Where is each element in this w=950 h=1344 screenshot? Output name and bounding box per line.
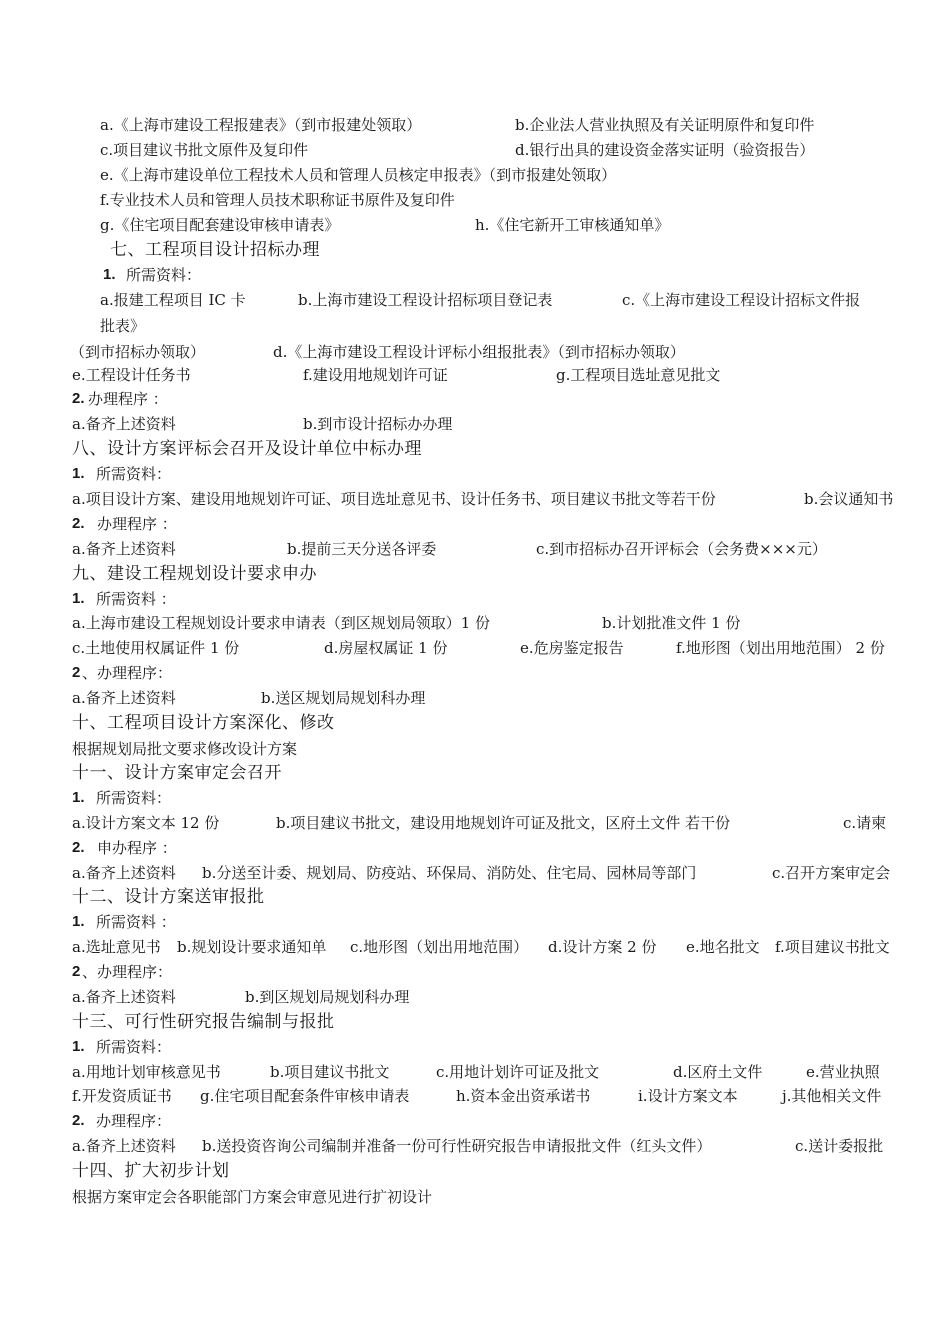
top-item-e: e.《上海市建设单位工程技术人员和管理人员核定申报表》（到市报建处领取） — [100, 166, 617, 184]
top-item-h: h.《住宅新开工审核通知单》 — [475, 216, 670, 234]
section-13-item-g: g.住宅项目配套条件审核申请表 — [200, 1087, 410, 1105]
section-7-num-2: 2. — [72, 390, 85, 407]
section-13-item-f: f.开发资质证书 — [72, 1087, 172, 1105]
section-13-label-2: 办理程序： — [96, 1112, 172, 1130]
section-12-label-2: 、办理程序： — [82, 963, 173, 981]
section-8-num-1: 1. — [72, 465, 85, 482]
section-9-proc-a: a.备齐上述资料 — [72, 689, 176, 707]
section-9-item-b: b.计划批准文件 1 份 — [602, 614, 741, 632]
section-9-label-1: 所需资料 ： — [96, 590, 176, 608]
section-12-title: 十二、设计方案送审报批 — [72, 887, 265, 907]
section-12-item-f: f.项目建议书批文 — [775, 938, 890, 956]
section-11-proc-a: a.备齐上述资料 — [72, 864, 176, 882]
section-12-label-1: 所需资料 ： — [96, 913, 176, 931]
section-9-title: 九、建设工程规划设计要求申办 — [72, 564, 317, 584]
section-9-proc-b: b.送区规划局规划科办理 — [261, 689, 426, 707]
section-11-label-1: 所需资料： — [96, 789, 172, 807]
section-11-num-2: 2. — [72, 839, 85, 856]
section-9-num-1: 1. — [72, 590, 85, 607]
section-7-item-c-cont-2: （到市招标办领取） — [70, 343, 206, 361]
section-8-label-1: 所需资料： — [96, 465, 172, 483]
section-8-label-2: 办理程序 ： — [97, 515, 177, 533]
section-8-proc-c: c.到市招标办召开评标会（会务费×××元） — [536, 540, 827, 558]
section-12-item-c: c.地形图（划出用地范围） — [350, 938, 529, 956]
section-9-item-a: a.上海市建设工程规划设计要求申请表（到区规划局领取）1 份 — [72, 614, 491, 632]
section-10-title: 十、工程项目设计方案深化、修改 — [72, 713, 335, 733]
section-9-item-d: d.房屋权属证 1 份 — [324, 639, 448, 657]
section-13-label-1: 所需资料： — [96, 1038, 172, 1056]
section-14-title: 十四、扩大初步计划 — [72, 1161, 230, 1181]
top-item-b: b.企业法人营业执照及有关证明原件和复印件 — [515, 116, 815, 134]
section-13-item-d: d.区府土文件 — [673, 1063, 763, 1081]
section-11-title: 十一、设计方案审定会召开 — [72, 763, 282, 783]
section-11-item-b: b.项目建议书批文，建设用地规划许可证及批文，区府土文件 若干份 — [276, 814, 731, 832]
section-11-proc-c: c.召开方案审定会 — [772, 864, 891, 882]
top-item-g: g.《住宅项目配套建设审核申请表》 — [100, 216, 340, 234]
section-13-num-2: 2. — [72, 1112, 85, 1129]
section-11-num-1: 1. — [72, 789, 85, 806]
section-12-item-e: e.地名批文 — [686, 938, 760, 956]
section-7-item-f: f.建设用地规划许可证 — [303, 366, 448, 384]
section-13-item-e: e.营业执照 — [806, 1063, 880, 1081]
section-9-item-f: f.地形图（划出用地范围） 2 份 — [676, 639, 885, 657]
section-7-item-d: d.《上海市建设工程设计评标小组报批表》（到市招标办领取） — [273, 343, 685, 361]
section-12-item-b: b.规划设计要求通知单 — [177, 938, 327, 956]
section-12-item-a: a.选址意见书 — [72, 938, 161, 956]
section-7-num-1: 1. — [103, 266, 116, 283]
section-8-item-b: b.会议通知书 — [804, 490, 894, 508]
section-8-num-2: 2. — [72, 515, 85, 532]
section-13-title: 十三、可行性研究报告编制与报批 — [72, 1012, 335, 1032]
section-7-item-a: a.报建工程项目 IC 卡 — [100, 291, 246, 309]
section-9-item-c: c.土地使用权属证件 1 份 — [72, 639, 240, 657]
section-13-item-a: a.用地计划审核意见书 — [72, 1063, 221, 1081]
section-8-title: 八、设计方案评标会召开及设计单位中标办理 — [72, 439, 422, 459]
section-8-proc-b: b.提前三天分送各评委 — [287, 540, 437, 558]
section-13-proc-a: a.备齐上述资料 — [72, 1137, 176, 1155]
section-7-item-c: c.《上海市建设工程设计招标文件报 — [622, 291, 861, 309]
section-11-item-c: c.请柬 — [843, 814, 887, 832]
section-8-proc-a: a.备齐上述资料 — [72, 540, 176, 558]
section-11-proc-b: b.分送至计委、规划局、防疫站、环保局、消防处、住宅局、园林局等部门 — [202, 864, 697, 882]
section-13-proc-c: c.送计委报批 — [795, 1137, 884, 1155]
top-item-a: a.《上海市建设工程报建表》（到市报建处领取） — [100, 116, 422, 134]
section-7-proc-a: a.备齐上述资料 — [72, 415, 176, 433]
top-item-d: d.银行出具的建设资金落实证明（验资报告） — [515, 141, 815, 159]
section-12-num-1: 1. — [72, 913, 85, 930]
section-13-item-j: j.其他相关文件 — [782, 1087, 882, 1105]
section-9-num-2: 2 — [72, 664, 81, 681]
section-12-num-2: 2 — [72, 963, 81, 980]
section-13-num-1: 1. — [72, 1038, 85, 1055]
section-11-item-a: a.设计方案文本 12 份 — [72, 814, 220, 832]
section-7-proc-b: b.到市设计招标办办理 — [303, 415, 453, 433]
section-13-item-c: c.用地计划许可证及批文 — [436, 1063, 600, 1081]
section-13-item-h: h.资本金出资承诺书 — [456, 1087, 591, 1105]
section-7-item-c-cont: 批表》 — [100, 317, 146, 335]
section-8-item-a: a.项目设计方案、建设用地规划许可证、项目选址意见书、设计任务书、项目建议书批文等若干份 — [72, 490, 716, 508]
section-7-item-e: e.工程设计任务书 — [72, 366, 191, 384]
section-12-proc-a: a.备齐上述资料 — [72, 988, 176, 1006]
top-item-c: c.项目建议书批文原件及复印件 — [100, 141, 309, 159]
section-7-item-g: g.工程项目选址意见批文 — [556, 366, 721, 384]
section-12-proc-b: b.到区规划局规划科办理 — [245, 988, 410, 1006]
section-9-label-2: 、办理程序： — [82, 664, 173, 682]
section-11-label-2: 申办程序 ： — [97, 839, 177, 857]
section-12-item-d: d.设计方案 2 份 — [548, 938, 657, 956]
section-10-body: 根据规划局批文要求修改设计方案 — [72, 740, 298, 758]
section-7-label-1: 所需资料： — [126, 266, 202, 284]
top-item-f: f.专业技术人员和管理人员技术职称证书原件及复印件 — [100, 191, 455, 209]
section-7-item-b: b.上海市建设工程设计招标项目登记表 — [298, 291, 553, 309]
section-13-proc-b: b.送投资咨询公司编制并准备一份可行性研究报告申请报批文件（红头文件） — [202, 1137, 712, 1155]
section-9-item-e: e.危房鉴定报告 — [520, 639, 624, 657]
section-13-item-b: b.项目建议书批文 — [270, 1063, 390, 1081]
section-14-body: 根据方案审定会各职能部门方案会审意见进行扩初设计 — [72, 1188, 433, 1206]
section-13-item-i: i.设计方案文本 — [638, 1087, 738, 1105]
section-7-title: 七、工程项目设计招标办理 — [110, 240, 320, 260]
section-7-label-2: 办理程序 ： — [88, 390, 168, 408]
